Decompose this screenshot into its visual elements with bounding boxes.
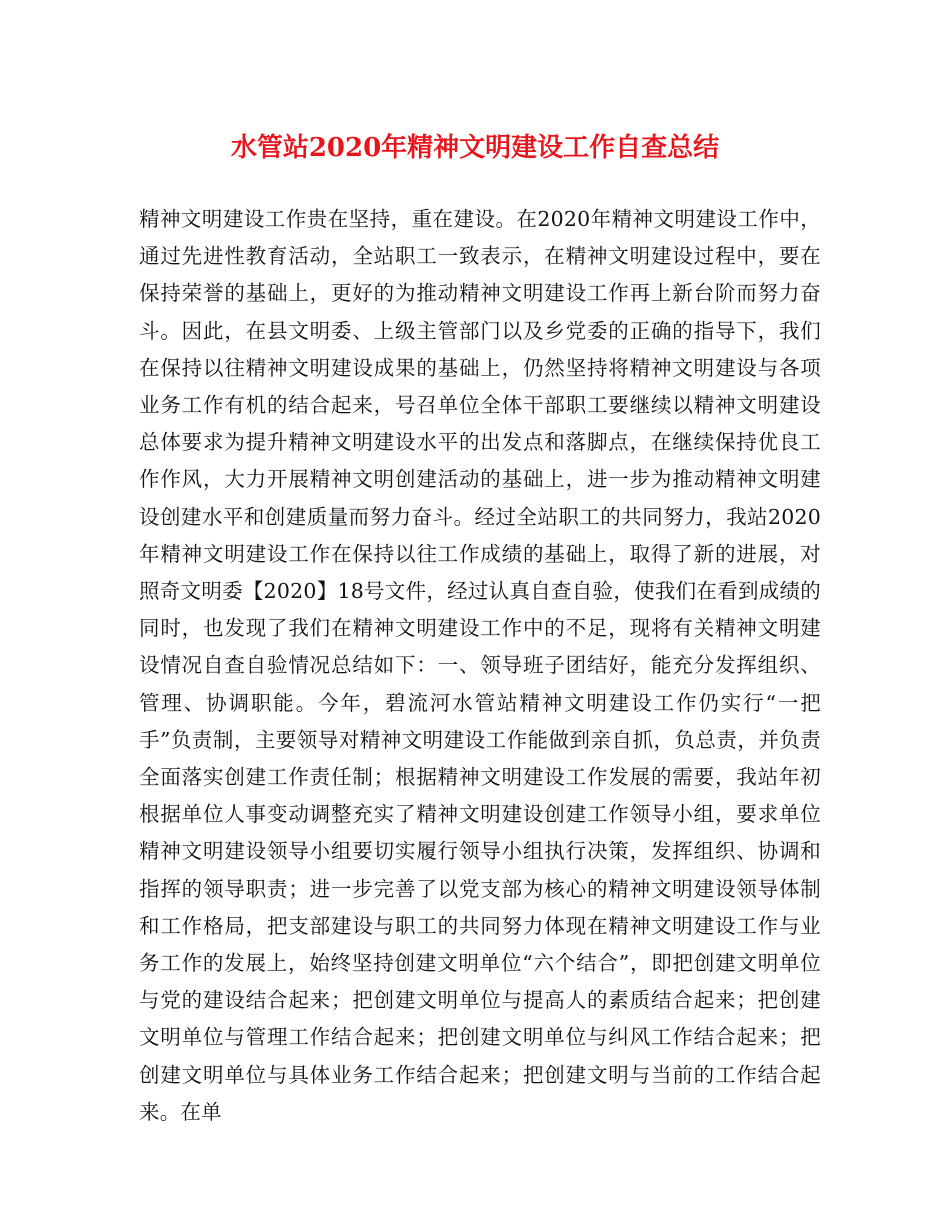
document-title: 水管站2020年精神文明建设工作自查总结 (230, 133, 720, 163)
document-body: 精神文明建设工作贵在坚持，重在建设。在2020年精神文明建设工作中，通过先进性教育活动，全站职工一致表示，在精神文明建设过程中，要在保持荣誉的基础上，更好的为推动精神文明建设工作再上新台阶而努力奋斗。因此，在县文明委、上级主管部门以及乡党委的正确的指导下，我们在保持以往精神文明建设成果的基础上，仍然坚持将精神文明建设与各项业务工作有机的结合起来，号召单位全体干部职工要继续以精神文明建设总体要求为提升精神文明建设水平的出发点和落脚点，在继续保持优良工作作风，大力开展精神文明创建活动的基础上，进一步为推动精神文明建设创建水平和创建质量而努力奋斗。经过全站职工的共同努力，我站2020年精神文明建设工作在保持以往工作成绩的基础上，取得了新的进展，对照奇文明委【2020】18号文件，经过认真自查自验，使我们在看到成绩的同时，也发现了我们在精神文明建设工作中的不足，现将有关精神文明建设情况自查自验情况总结如下：一、领导班子团结好，能充分发挥组织、管理、协调职能。今年，碧流河水管站精神文明建设工作仍实行“一把手”负责制，主要领导对精神文明建设工作能做到亲自抓，负总责，并负责全面落实创建工作责任制；根据精神文明建设工作发展的需要，我站年初根据单位人事变动调整充实了精神文明建设创建工作领导小组，要求单位精神文明建设领导小组要切实履行领导小组执行决策，发挥组织、协调和指挥的领导职责；进一步完善了以党支部为核心的精神文明建设领导体制和工作格局，把支部建设与职工的共同努力体现在精神文明建设工作与业务工作的发展上，始终坚持创建文明单位“六个结合”，即把创建文明单位与党的建设结合起来；把创建文明单位与提高人的素质结合起来；把创建文明单位与管理工作结合起来；把创建文明单位与纠风工作结合起来；把创建文明单位与具体业务工作结合起来；把创建文明与当前的工作结合起来。在单 (139, 207, 821, 1124)
